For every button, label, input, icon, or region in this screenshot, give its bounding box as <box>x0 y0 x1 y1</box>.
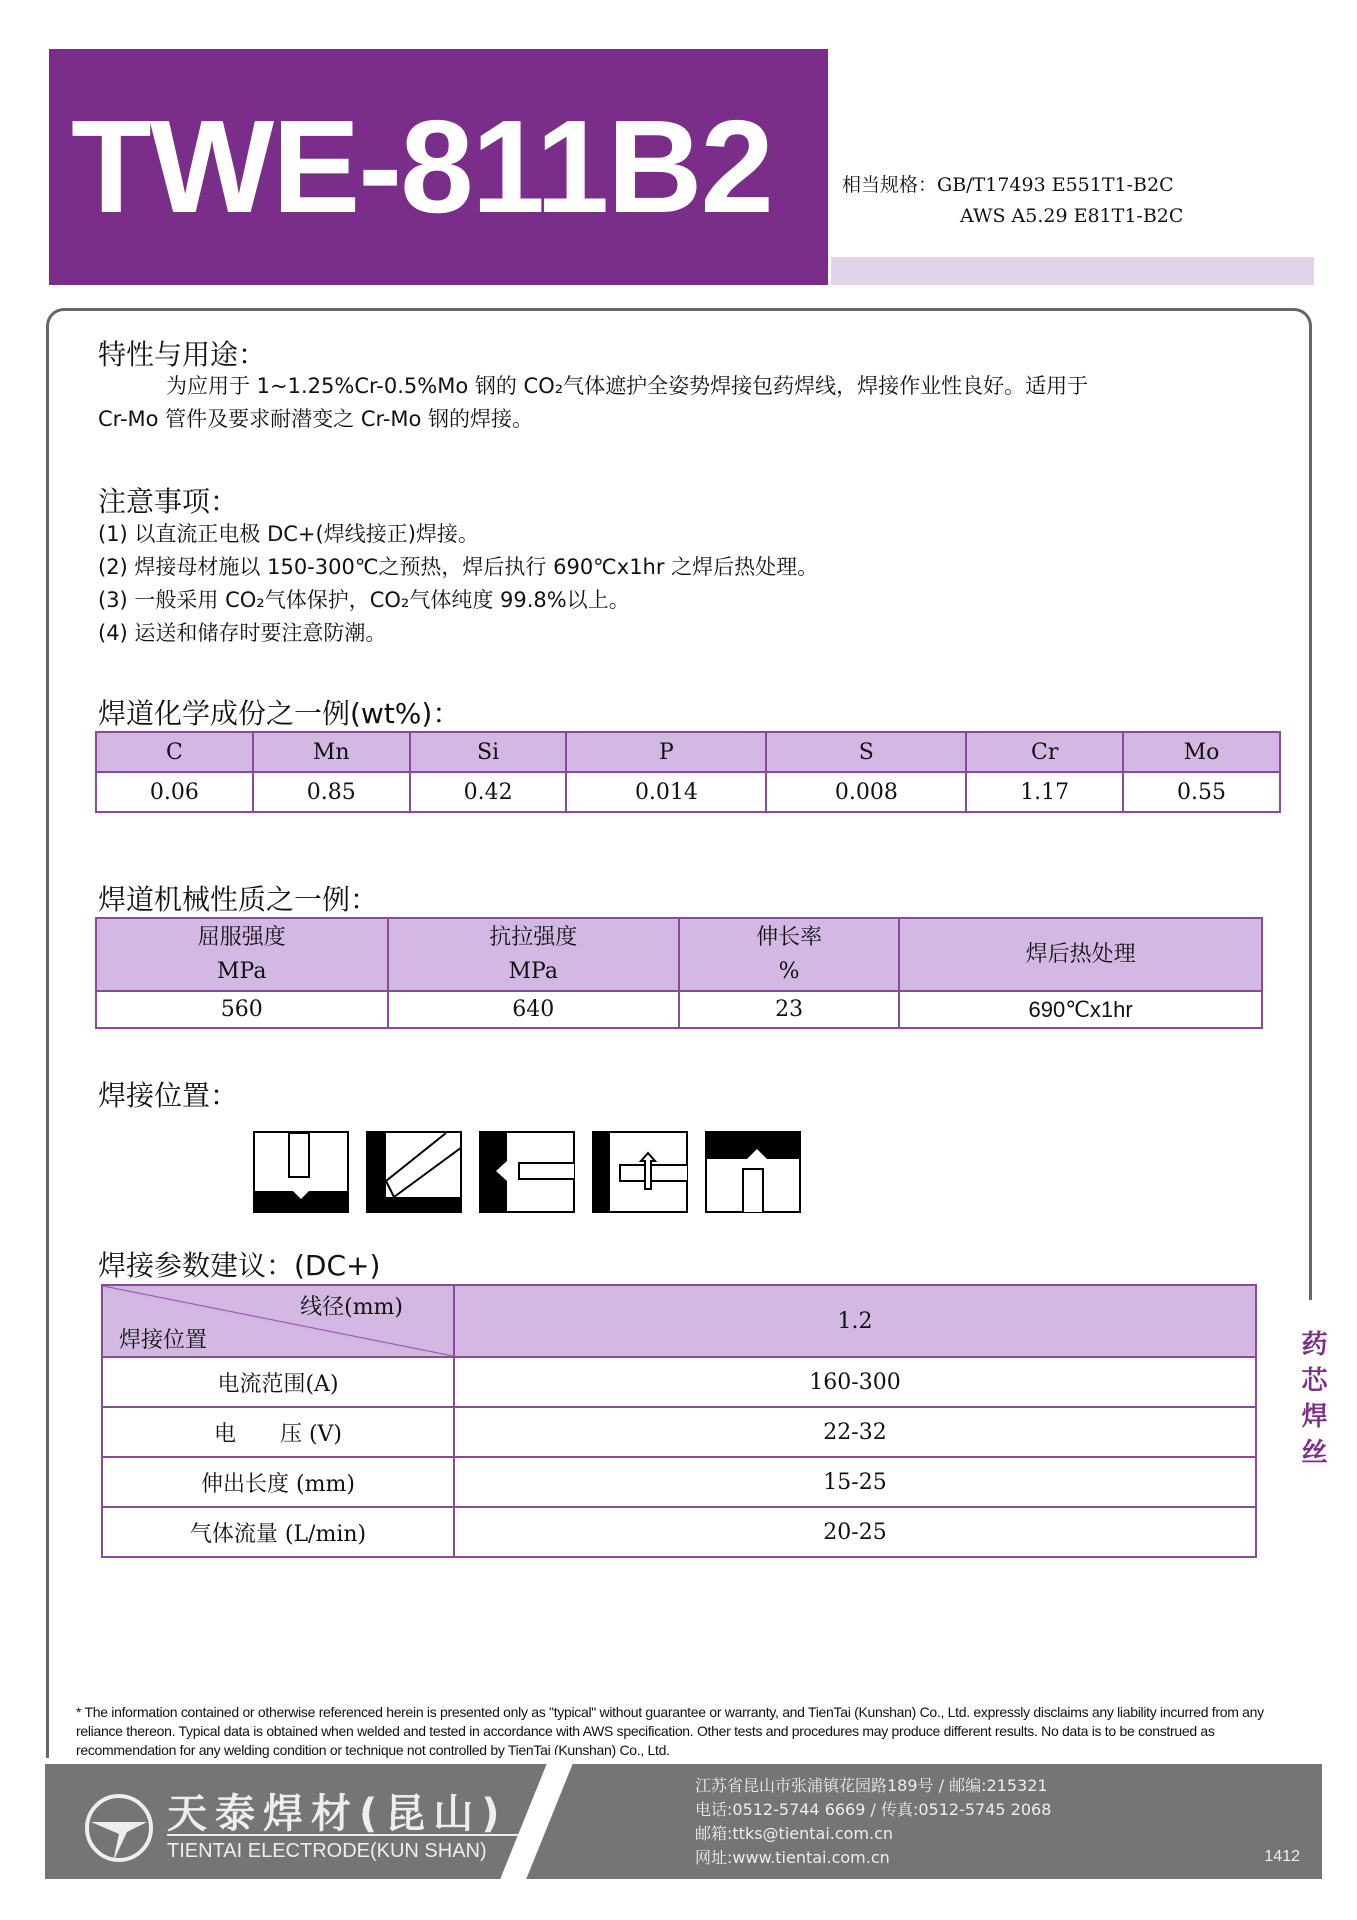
param-value: 22-32 <box>454 1407 1256 1457</box>
mech-value: 560 <box>96 991 388 1028</box>
note-item: (1) 以直流正电极 DC+(焊线接正)焊接。 <box>98 522 479 546</box>
chem-header: Mn <box>253 732 410 772</box>
company-name-en: TIENTAI ELECTRODE(KUN SHAN) <box>167 1834 535 1863</box>
params-heading: 焊接参数建议：(DC+) <box>98 1249 381 1282</box>
note-item: (2) 焊接母材施以 150-300℃之预热，焊后执行 690℃x1hr 之焊后热处理。 <box>98 555 819 579</box>
company-name-cn: 天泰焊材(昆山) <box>167 1791 508 1837</box>
header-accent-bar <box>831 257 1314 285</box>
phone: 电话:0512-5744 6669 / 传真:0512-5745 2068 <box>695 1800 1052 1819</box>
mech-value: 690℃x1hr <box>899 991 1262 1028</box>
header-label: 抗拉强度 <box>489 924 578 950</box>
chem-header: Si <box>410 732 567 772</box>
mech-header <box>388 918 680 991</box>
side-category-label: 药芯焊丝 <box>1297 1330 1327 1474</box>
chem-header: S <box>766 732 966 772</box>
document-code: 1412 <box>1264 1848 1300 1865</box>
param-value: 15-25 <box>454 1457 1256 1507</box>
chem-value: 1.17 <box>966 772 1123 812</box>
flat-position-icon <box>253 1131 349 1213</box>
table-row <box>102 1407 1256 1457</box>
mech-header <box>679 918 899 991</box>
corner-header <box>102 1285 454 1357</box>
email-link[interactable]: 邮箱:ttks@tientai.com.cn <box>695 1824 894 1843</box>
chem-header: C <box>96 732 253 772</box>
table-header-row <box>102 1285 1256 1357</box>
footer <box>45 1764 1322 1879</box>
product-title: TWE-811B2 <box>49 49 828 285</box>
note-item: (4) 运送和储存时要注意防潮。 <box>98 621 387 645</box>
chem-value: 0.85 <box>253 772 410 812</box>
table-header-row <box>96 918 1262 991</box>
features-heading: 特性与用途： <box>98 338 267 371</box>
corner-top-label: 线径(mm) <box>300 1295 403 1320</box>
mech-header <box>96 918 388 991</box>
param-value: 160-300 <box>454 1357 1256 1407</box>
params-table <box>101 1284 1257 1558</box>
mech-value: 23 <box>679 991 899 1028</box>
notes-heading: 注意事项： <box>98 485 239 518</box>
header-label: 屈服强度 <box>197 924 286 950</box>
spec-line1: GB/T17493 E551T1-B2C <box>937 174 1174 196</box>
spec-block <box>842 170 1183 232</box>
table-row <box>102 1357 1256 1407</box>
chem-header: Mo <box>1123 732 1280 772</box>
chem-value: 0.008 <box>766 772 966 812</box>
overhead-position-icon <box>705 1131 801 1213</box>
table-row <box>96 991 1262 1028</box>
horizontal-fillet-icon <box>366 1131 462 1213</box>
header-label: 伸长率 <box>756 924 823 950</box>
positions-heading: 焊接位置： <box>98 1079 239 1112</box>
chem-table <box>95 731 1281 813</box>
mech-table <box>95 917 1263 1029</box>
param-label: 电 压 (V) <box>102 1407 454 1457</box>
chem-value: 0.014 <box>566 772 766 812</box>
param-label: 气体流量 (L/min) <box>102 1507 454 1557</box>
mech-heading: 焊道机械性质之一例： <box>98 883 379 916</box>
chem-value: 0.42 <box>410 772 567 812</box>
contact-block <box>695 1774 1051 1870</box>
disclaimer: * The information contained or otherwise referenced herein is presented only as "typical" without guarantee or warranty, and TienTai (Kunshan) Co., Ltd. expressly disclaims any liability incurred from any reliance thereon. Typical data is obtained when welded and tested in accordance with AWS specification. Other tests and procedures may produce different results. No data is to be construed as recommendation for any welding condition or technique not controlled by TienTai (Kunshan) Co., Ltd. <box>76 1704 1264 1758</box>
welding-positions <box>253 1131 801 1213</box>
chem-value: 0.06 <box>96 772 253 812</box>
features-text: 为应用于 1~1.25%Cr-0.5%Mo 钢的 CO₂气体遮护全姿势焊接包药焊线，焊接作业性良好。适用于 <box>166 374 1089 398</box>
param-label: 伸出长度 (mm) <box>102 1457 454 1507</box>
features-text: Cr-Mo 管件及要求耐潜变之 Cr-Mo 钢的焊接。 <box>98 407 534 431</box>
header-label: 焊后热处理 <box>1025 941 1136 967</box>
corner-bottom-label: 焊接位置 <box>119 1328 208 1353</box>
table-row <box>96 772 1280 812</box>
table-row <box>102 1457 1256 1507</box>
header-unit: MPa <box>217 958 267 984</box>
table-row <box>102 1507 1256 1557</box>
mech-header <box>899 918 1262 991</box>
company-logo-icon <box>83 1792 155 1864</box>
vertical-up-position-icon <box>592 1131 688 1213</box>
table-header-row <box>96 732 1280 772</box>
param-value: 20-25 <box>454 1507 1256 1557</box>
address: 江苏省昆山市张浦镇花园路189号 / 邮编:215321 <box>695 1776 1048 1795</box>
header-unit: % <box>778 958 800 984</box>
chem-header: P <box>566 732 766 772</box>
spec-line2: AWS A5.29 E81T1-B2C <box>960 205 1184 227</box>
param-label: 电流范围(A) <box>102 1357 454 1407</box>
header-unit: MPa <box>508 958 558 984</box>
website-link[interactable]: 网址:www.tientai.com.cn <box>695 1848 890 1867</box>
chem-heading: 焊道化学成份之一例(wt%)： <box>98 697 461 730</box>
chem-header: Cr <box>966 732 1123 772</box>
note-item: (3) 一般采用 CO₂气体保护，CO₂气体纯度 99.8%以上。 <box>98 588 630 612</box>
mech-value: 640 <box>388 991 680 1028</box>
chem-value: 0.55 <box>1123 772 1280 812</box>
horizontal-position-icon <box>479 1131 575 1213</box>
spec-label: 相当规格： <box>842 174 938 196</box>
diameter-value: 1.2 <box>454 1285 1256 1357</box>
